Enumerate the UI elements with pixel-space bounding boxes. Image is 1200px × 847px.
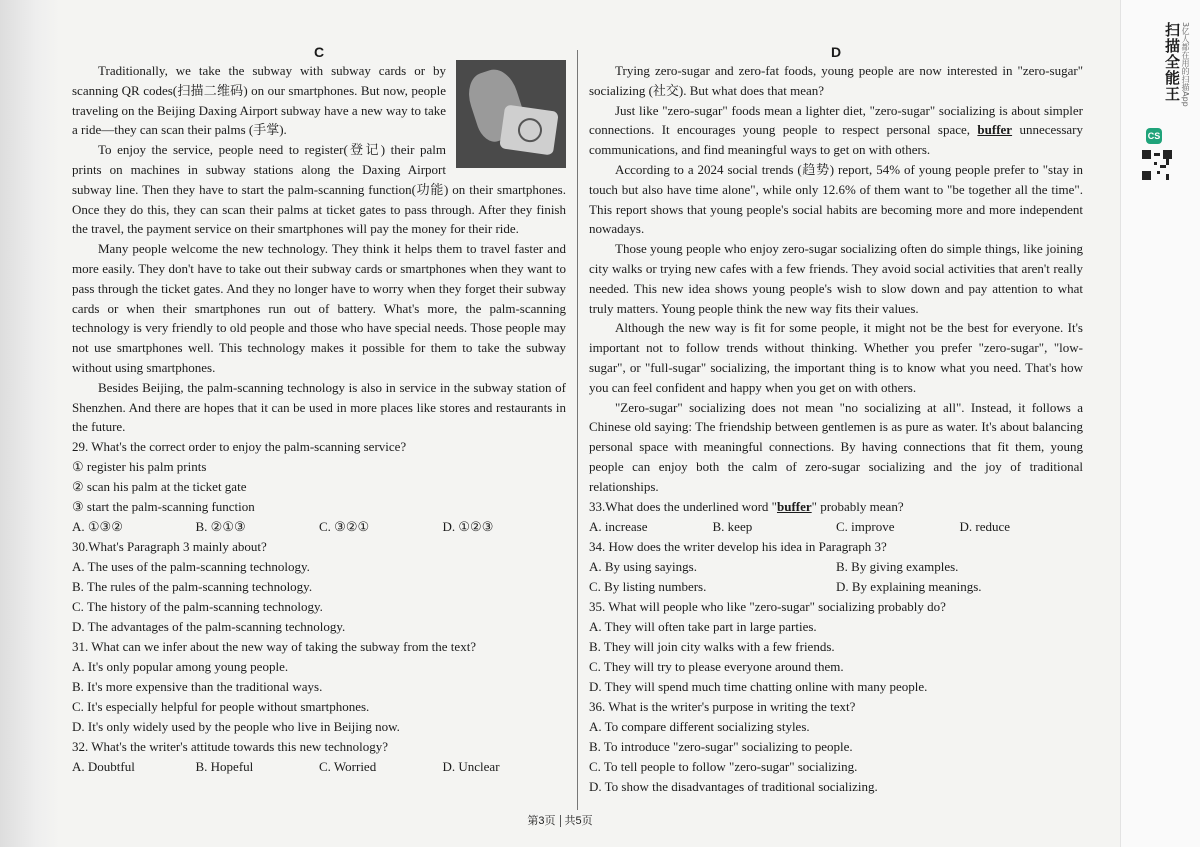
option-c[interactable]: C. improve [836,518,895,534]
order-item: ② scan his palm at the ticket gate [72,479,247,495]
option-a[interactable]: A. To compare different socializing styles. [589,718,810,734]
option-a[interactable]: A. increase [589,518,648,534]
option-d[interactable]: D. They will spend much time chatting online with many people. [589,678,928,694]
passage-d-column [589,44,1083,797]
answer-options [589,557,1083,597]
page-total: 共5页 [564,815,593,827]
option-b[interactable]: B. The rules of the palm-scanning technology. [72,579,313,595]
palm-scanning-photo [456,60,566,168]
option-b[interactable]: B. It's more expensive than the traditional ways. [72,679,323,695]
option-d[interactable]: D. Unclear [442,759,500,775]
option-c[interactable]: C. ③②① [319,519,370,535]
question-36 [589,697,1083,797]
scanner-tagline: 3亿人都在用的扫描App [1181,22,1190,107]
underlined-word: buffer [776,498,812,514]
question-32 [72,737,566,777]
option-d[interactable]: D. By explaining meanings. [836,578,982,594]
option-c[interactable]: C. To tell people to follow "zero-sugar" socializing. [589,758,858,774]
option-d[interactable]: D. ①②③ [442,519,494,535]
section-letter-d: D [830,44,842,60]
passage-c-paragraph: Besides Beijing, the palm-scanning technology is also in service in the subway station of Shenzhen. And there are hopes that it can be used in more places like stores and restaurants in the future. [72,379,566,435]
question-35 [589,597,1083,697]
question-34 [589,537,1083,597]
stem-text: " probably mean? [811,498,904,514]
scanner-app-name: 扫描全能王 [1163,22,1181,102]
option-a[interactable]: A. It's only popular among young people. [72,659,289,675]
option-c[interactable]: C. It's especially helpful for people without smartphones. [72,699,370,715]
option-a[interactable]: A. ①③② [72,519,123,535]
passage-d-paragraph: Trying zero-sugar and zero-fat foods, young people are now interested in "zero-sugar" socializing (社交). But what does that mean? [589,63,1083,98]
passage-d-paragraph: According to a 2024 social trends (趋势) report, 54% of young people prefer to "stay in touch but also have time alone", while only 12.6% of them want to "be together all the time". This report shows that young people's social habits are becoming more and more independent nowadays. [589,161,1083,237]
question-stem: 34. How does the writer develop his idea in Paragraph 3? [589,538,887,554]
option-c[interactable]: C. The history of the palm-scanning technology. [72,599,323,615]
option-d[interactable]: D. The advantages of the palm-scanning technology. [72,619,346,635]
qr-code-icon[interactable] [1142,150,1172,180]
page-shadow-edge [0,0,60,847]
section-letter-c: C [313,44,325,60]
passage-c-column [72,44,566,777]
footer-separator [560,815,561,827]
passage-c-paragraph: Traditionally, we take the subway with subway cards or by scanning QR codes(扫描二维码) on our smartphones. But now, people traveling on the Beijing Daxing Airport subway have a new way to take a ride—they can scan their palms (手掌). [72,63,446,138]
question-stem: 31. What can we infer about the new way of taking the subway from the text? [72,639,477,655]
question-30 [72,537,566,637]
option-c[interactable]: C. By listing numbers. [589,578,707,594]
question-stem [589,497,1083,517]
option-a[interactable]: A. The uses of the palm-scanning technology. [72,559,310,575]
question-stem: 35. What will people who like "zero-sugar" socializing probably do? [589,598,946,614]
scanner-watermark-strip [1120,0,1200,847]
option-b[interactable]: B. Hopeful [195,759,254,775]
option-b[interactable]: B. ②①③ [195,519,246,535]
option-c[interactable]: C. Worried [319,759,377,775]
option-b[interactable]: B. keep [712,518,753,534]
option-d[interactable]: D. reduce [959,518,1011,534]
scanner-device-image [499,104,559,155]
option-a[interactable]: A. They will often take part in large parties. [589,618,817,634]
passage-c-paragraph: Many people welcome the new technology. They think it helps them to travel faster and more easily. They don't have to take out their subway cards or smartphones when they want to pass through the ticket gates. And they no longer have to worry when they forget their subway cards or when their smartphones run out of battery. What's more, the palm-scanning technology is very friendly to old people and those who have special needs. Those people may not use smartphones well. This technology makes it possible for them to take the subway without using smartphones. [72,241,566,375]
paragraph-text: Just like "zero-sugar" foods mean a lighter diet, "zero-sugar" socializing is about simpler connections. It encourages young people to respect personal space, [589,102,1083,138]
question-33 [589,497,1083,537]
order-item: ③ start the palm-scanning function [72,499,255,515]
question-stem: 30.What's Paragraph 3 mainly about? [72,539,267,555]
page-number: 第3页 [527,815,556,827]
stem-text: 33.What does the underlined word " [589,498,777,514]
option-d[interactable]: D. It's only widely used by the people who live in Beijing now. [72,719,400,735]
scanner-logo-icon: CS [1146,128,1162,144]
question-stem: 32. What's the writer's attitude towards this new technology? [72,739,389,755]
answer-options [589,517,1083,537]
answer-options [72,517,566,537]
question-31 [72,637,566,737]
question-29 [72,437,566,537]
option-b[interactable]: B. To introduce "zero-sugar" socializing to people. [589,738,853,754]
passage-d-paragraph: "Zero-sugar" socializing does not mean "no socializing at all". Instead, it follows a Chinese old saying: The friendship between gentlemen is as pure as water. It's about balancing personal space with meaningful connections. By having connections that fit them, young people can enjoy both the calm of zero-sugar socializing and the joy of traditional relationships. [589,399,1083,494]
option-d[interactable]: D. To show the disadvantages of traditional socializing. [589,778,878,794]
option-c[interactable]: C. They will try to please everyone around them. [589,658,844,674]
answer-options [72,757,566,777]
option-a[interactable]: A. Doubtful [72,759,135,775]
passage-d-paragraph: Although the new way is fit for some people, it might not be the best for everyone. It's important not to follow trends without thinking. Whether you prefer "zero-sugar", "low-sugar", or "full-sugar" socializing, the important thing is to know what you need. That's how you can feel confident and happy when you get on with others. [589,320,1083,395]
page-footer [0,812,1120,828]
option-b[interactable]: B. By giving examples. [836,558,959,574]
passage-c-paragraph: To enjoy the service, people need to register(登记) their palm prints on machines in subway stations along the Daxing Airport subway line. Then they have to start the palm-scanning function(功能) on their smartphones. Once they do this, they can scan their palms at ticket gates to pass through. After they finish the travel, the payment service on their smartphones will pay the money for their ride. [72,142,566,237]
order-item: ① register his palm prints [72,459,207,475]
passage-d-paragraph [589,101,1083,160]
column-divider [577,50,578,810]
question-stem: 36. What is the writer's purpose in writing the text? [589,698,856,714]
underlined-word: buffer [977,122,1013,138]
option-b[interactable]: B. They will join city walks with a few friends. [589,638,835,654]
option-a[interactable]: A. By using sayings. [589,558,697,574]
passage-d-paragraph: Those young people who enjoy zero-sugar socializing often do simple things, like joining city walks or trying new cafes with a few friends. They avoid social activities that aren't really needed. This new idea shows young people's wish to slow down and pay attention to what truly matters. Young people think the new way fits their values. [589,241,1083,316]
paragraph-text: unnecessary communications, and find meaningful ways to get on with others. [589,122,1083,158]
question-stem: 29. What's the correct order to enjoy the palm-scanning service? [72,439,407,455]
